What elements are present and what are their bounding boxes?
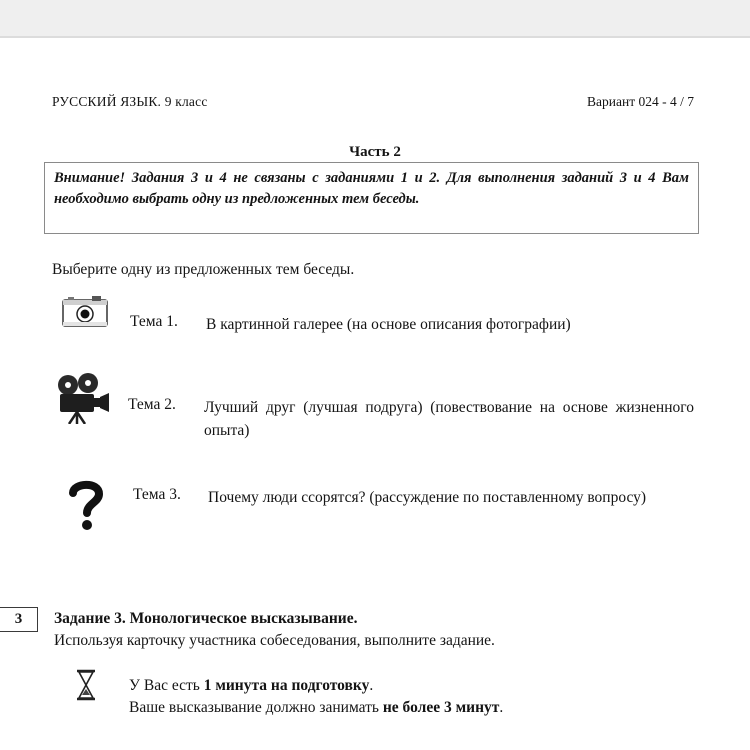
variant-header: Вариант 024 - 4 / 7 [587, 94, 694, 109]
answer-duration-text: Ваше высказывание должно занимать не более 3 минут. [129, 699, 504, 716]
topic-3-text: Почему люди ссорятся? (рассуждение по поставленному вопросу) [208, 489, 647, 506]
film-camera-icon [52, 372, 110, 424]
subject-header: РУССКИЙ ЯЗЫК. 9 класс [52, 94, 208, 109]
topic-2-text: Лучший друг (лучшая подруга) (повествование на основе жизненного опыта) [204, 399, 694, 439]
topic-1-label: Тема 1. [130, 313, 178, 330]
preparation-time-text: У Вас есть 1 минута на подготовку. [129, 677, 374, 694]
task-number-box: 3 [0, 607, 38, 632]
topic-2-label: Тема 2. [128, 396, 176, 413]
part-title: Часть 2 [349, 144, 401, 160]
camera-icon [62, 294, 108, 328]
task-subtitle: Используя карточку участника собеседования, выполните задание. [54, 632, 495, 649]
attention-notice-text: Внимание! Задания 3 и 4 не связаны с заданиями 1 и 2. Для выполнения заданий 3 и 4 Вам необходимо выбрать одну из предложенных тем беседы. [54, 170, 689, 207]
task-title: Задание 3. Монологическое высказывание. [54, 610, 358, 627]
topic-1-text: В картинной галерее (на основе описания фотографии) [206, 316, 571, 333]
choose-topic-prompt: Выберите одну из предложенных тем беседы. [52, 261, 355, 278]
question-mark-icon [66, 478, 106, 532]
attention-notice-box [44, 162, 699, 234]
topic-3-label: Тема 3. [133, 486, 181, 503]
hourglass-icon [76, 669, 96, 701]
browser-top-bar [0, 0, 750, 38]
